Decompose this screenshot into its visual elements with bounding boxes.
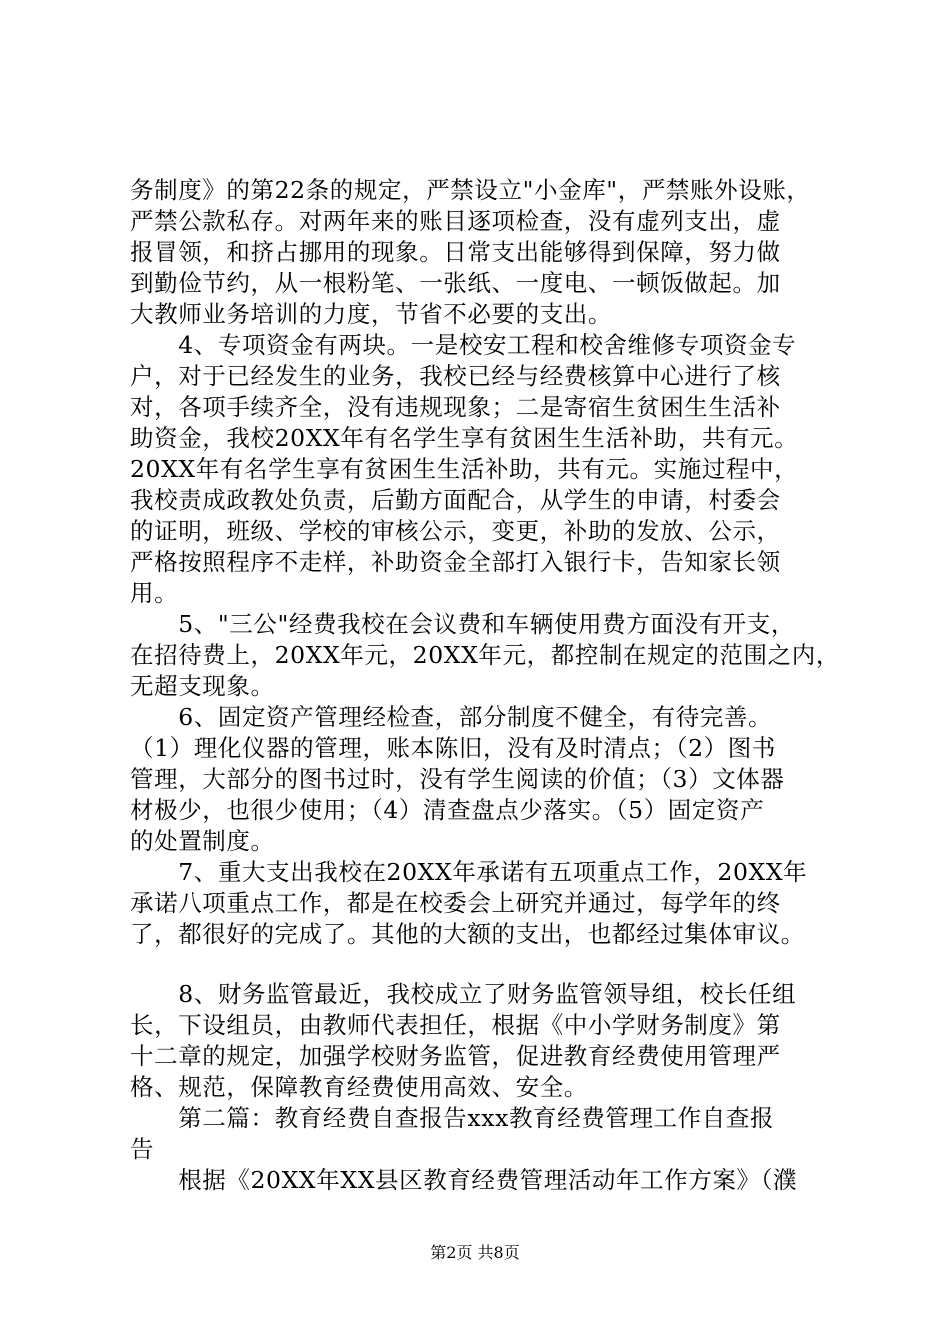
text-line: 根据《20XX年XX县区教育经费管理活动年工作方案》（濮 [130, 1166, 798, 1194]
text-line: 助资金，我校20XX年有名学生享有贫困生生活补助，共有元。 [130, 424, 799, 452]
text-line: 的证明，班级、学校的审核公示，变更，补助的发放、公示， [130, 517, 781, 545]
text-line: 20XX年有名学生享有贫困生生活补助，共有元。实施过程中， [130, 455, 799, 483]
text-line: 4、专项资金有两块。一是校安工程和校舍维修专项资金专 [130, 331, 797, 359]
text-line: 7、重大支出我校在20XX年承诺有五项重点工作，20XX年 [130, 858, 808, 886]
text-line: 8、财务监管最近，我校成立了财务监管领导组，校长任组 [130, 980, 797, 1008]
text-line: 承诺八项重点工作，都是在校委会上研究并通过，每学年的终 [130, 889, 781, 917]
text-line: 了，都很好的完成了。其他的大额的支出，也都经过集体审议。 [130, 920, 805, 948]
text-line: 对，各项手续齐全，没有违规现象；二是寄宿生贫困生生活补 [130, 393, 781, 421]
text-line: 户，对于已经发生的业务，我校已经与经费核算中心进行了核 [130, 362, 781, 390]
section-heading-line: 第二篇：教育经费自查报告xxx教育经费管理工作自查报 [130, 1104, 775, 1132]
section-heading-line: 告 [130, 1135, 155, 1163]
text-line: 到勤俭节约，从一根粉笔、一张纸、一度电、一顿饭做起。加 [130, 269, 781, 297]
text-line: 严禁公款私存。对两年来的账目逐项检查，没有虚列支出，虚 [130, 207, 781, 235]
text-line: 务制度》的第22条的规定，严禁设立"小金库"，严禁账外设账， [130, 176, 811, 204]
text-line: 无超支现象。 [130, 672, 275, 700]
text-line: 长，下设组员，由教师代表担任，根据《中小学财务制度》第 [130, 1011, 781, 1039]
text-line: （1）理化仪器的管理，账本陈旧，没有及时清点；（2）图书 [130, 734, 776, 762]
text-line: 报冒领，和挤占挪用的现象。日常支出能够得到保障，努力做 [130, 238, 781, 266]
text-line: 材极少，也很少使用；（4）清查盘点少落实。（5）固定资产 [130, 796, 765, 824]
text-line: 管理，大部分的图书过时，没有学生阅读的价值；（3）文体器 [130, 765, 785, 793]
text-line: 严格按照程序不走样，补助资金全部打入银行卡，告知家长领 [130, 548, 781, 576]
text-line: 用。 [130, 579, 179, 607]
page-number-footer: 第2页 共8页 [430, 1243, 520, 1262]
text-line: 十二章的规定，加强学校财务监管，促进教育经费使用管理严 [130, 1042, 781, 1070]
text-line: 大教师业务培训的力度，节省不必要的支出。 [130, 300, 612, 328]
text-line: 6、固定资产管理经检查，部分制度不健全，有待完善。 [130, 703, 773, 731]
text-line: 格、规范，保障教育经费使用高效、安全。 [130, 1073, 588, 1101]
text-line: 5、"三公"经费我校在会议费和车辆使用费方面没有开支， [130, 610, 795, 638]
text-line: 在招待费上，20XX年元，20XX年元，都控制在规定的范围之内， [130, 641, 840, 669]
text-line: 的处置制度。 [130, 827, 275, 855]
text-line: 我校责成政教处负责，后勤方面配合，从学生的申请，村委会 [130, 486, 781, 514]
